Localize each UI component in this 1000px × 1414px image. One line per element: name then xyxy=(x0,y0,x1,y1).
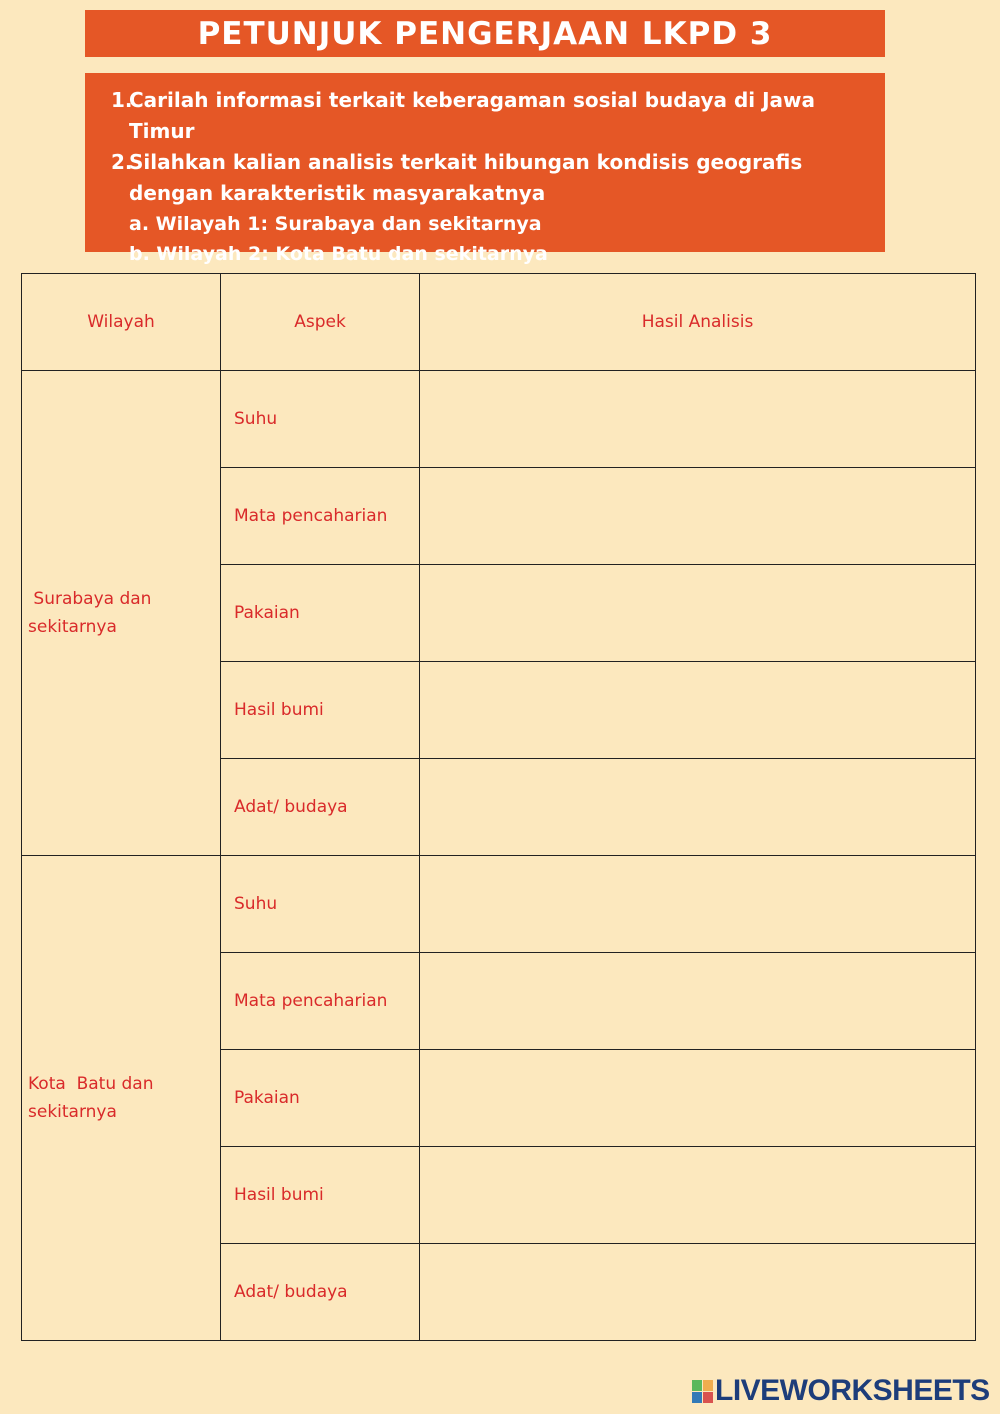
analysis-input-cell[interactable] xyxy=(420,371,976,468)
aspect-cell: Mata pencaharian xyxy=(221,953,420,1050)
logo-block xyxy=(692,1392,702,1403)
header-hasil-analisis: Hasil Analisis xyxy=(420,274,976,371)
instruction-sub-item: a. Wilayah 1: Surabaya dan sekitarnya xyxy=(129,213,542,235)
instruction-sub-item: b. Wilayah 2: Kota Batu dan sekitarnya xyxy=(129,243,548,265)
table-row xyxy=(22,371,976,468)
region-cell: Surabaya dan sekitarnya xyxy=(22,371,221,856)
instruction-item: 1. Carilah informasi terkait keberagaman sosial budaya di Jawa Timur xyxy=(111,88,815,143)
instruction-item: 2. Silahkan kalian analisis terkait hibungan kondisis geografis dengan karakteristik masyarakatnya xyxy=(111,150,803,205)
analysis-input-cell[interactable] xyxy=(420,856,976,953)
analysis-input-cell[interactable] xyxy=(420,565,976,662)
aspect-cell: Hasil bumi xyxy=(221,662,420,759)
liveworksheets-logo[interactable] xyxy=(692,1374,990,1408)
aspect-cell: Pakaian xyxy=(221,1050,420,1147)
aspect-cell: Adat/ budaya xyxy=(221,759,420,856)
aspect-cell: Adat/ budaya xyxy=(221,1244,420,1341)
page-title: PETUNJUK PENGERJAAN LKPD 3 xyxy=(85,10,885,57)
analysis-input-cell[interactable] xyxy=(420,1244,976,1341)
aspect-cell: Mata pencaharian xyxy=(221,468,420,565)
analysis-input-cell[interactable] xyxy=(420,1050,976,1147)
analysis-table xyxy=(21,273,976,1341)
aspect-cell: Suhu xyxy=(221,371,420,468)
instructions-box xyxy=(85,73,885,265)
analysis-input-cell[interactable] xyxy=(420,468,976,565)
analysis-input-cell[interactable] xyxy=(420,1147,976,1244)
aspect-cell: Hasil bumi xyxy=(221,1147,420,1244)
region-cell: Kota Batu dan sekitarnya xyxy=(22,856,221,1341)
logo-block xyxy=(703,1380,713,1391)
aspect-cell: Suhu xyxy=(221,856,420,953)
table-row xyxy=(22,856,976,953)
header-aspek: Aspek xyxy=(221,274,420,371)
table-header-row xyxy=(22,274,976,371)
analysis-input-cell[interactable] xyxy=(420,759,976,856)
header-wilayah: Wilayah xyxy=(22,274,221,371)
analysis-input-cell[interactable] xyxy=(420,662,976,759)
logo-block xyxy=(703,1392,713,1403)
logo-blocks-icon xyxy=(692,1380,713,1403)
logo-text: LIVEWORKSHEETS xyxy=(715,1374,990,1407)
aspect-cell: Pakaian xyxy=(221,565,420,662)
analysis-input-cell[interactable] xyxy=(420,953,976,1050)
logo-block xyxy=(692,1380,702,1391)
